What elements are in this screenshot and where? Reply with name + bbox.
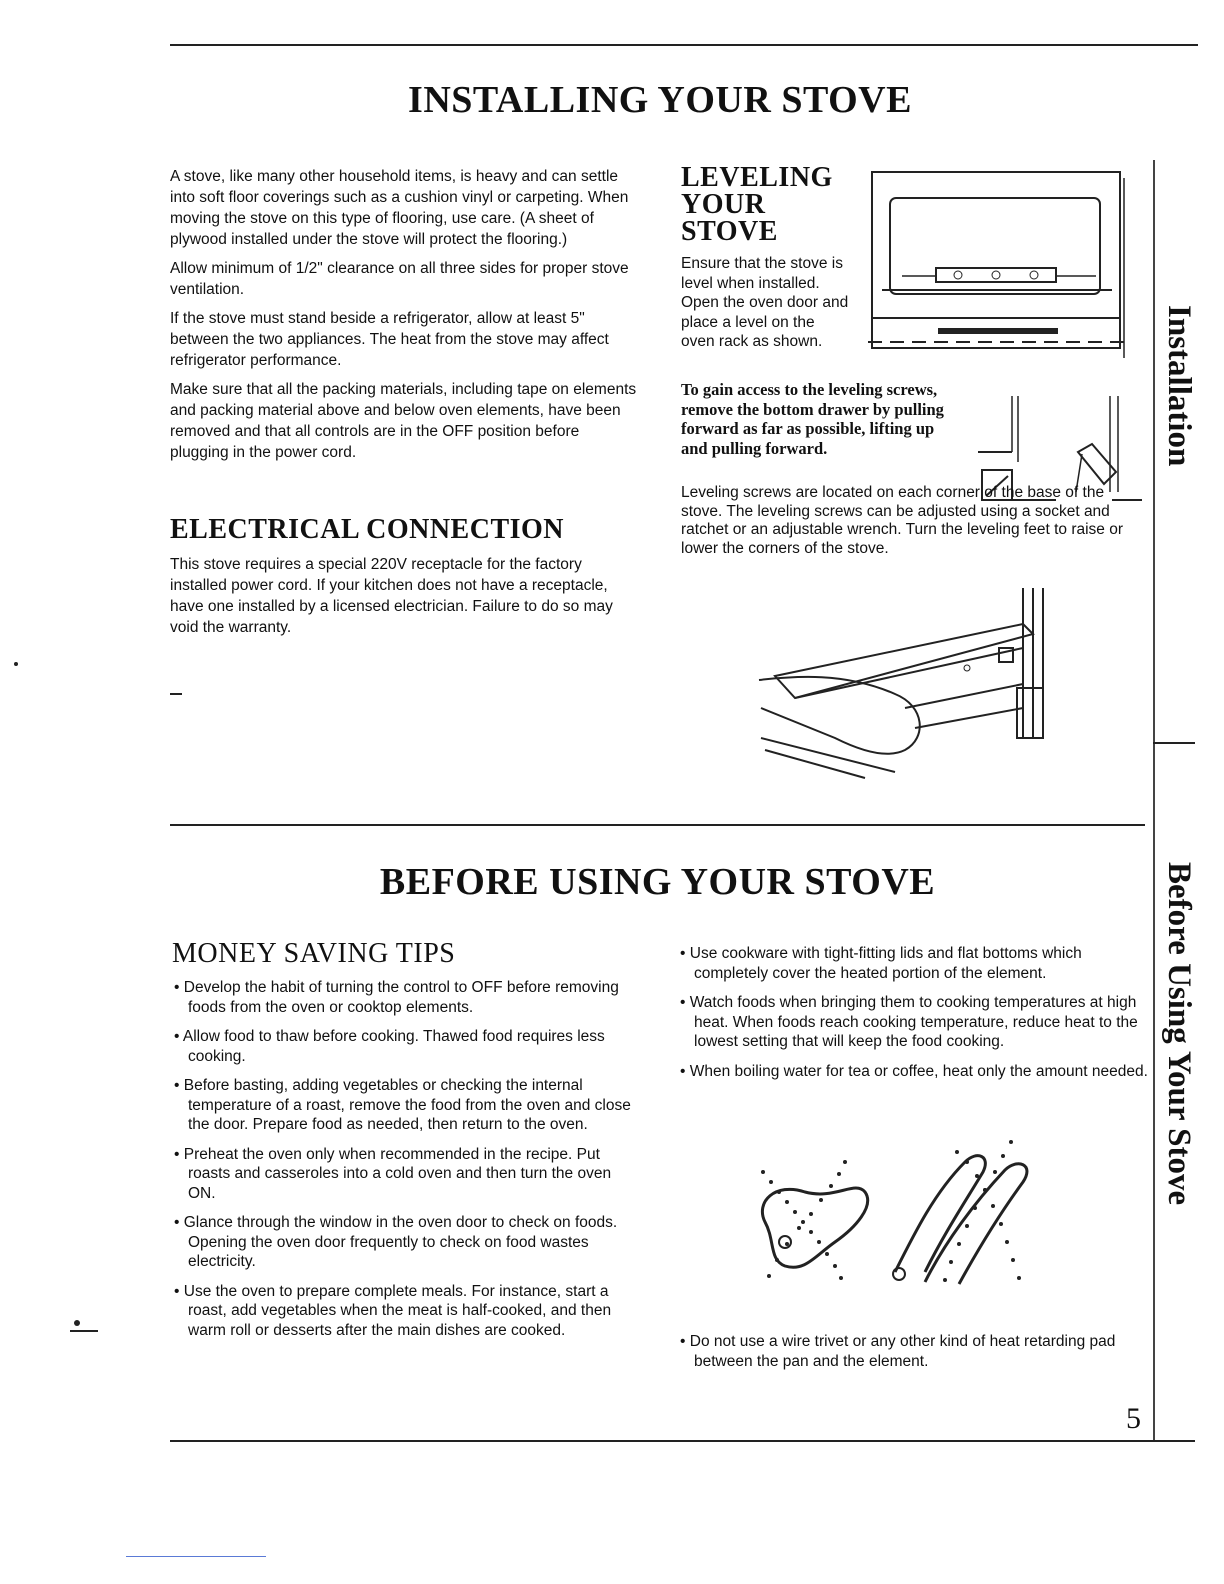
installing-body <box>170 166 640 471</box>
installing-paragraph: Allow minimum of 1/2" clearance on all three sides for proper stove ventilation. <box>170 260 629 298</box>
electrical-heading: ELECTRICAL CONNECTION <box>170 514 565 545</box>
leveling-screws-text <box>681 484 1146 558</box>
electrical-text: This stove requires a special 220V receptacle for the factory installed power cord. If your kitchen does not have a receptacle, have one installed by a licensed electrician. Failure to do so may void the warranty. <box>170 556 613 636</box>
section-title-installing: INSTALLING YOUR STOVE <box>408 79 912 121</box>
stray-dash <box>170 693 182 695</box>
leveling-heading-line: YOUR <box>681 189 766 220</box>
leveling-screws-sentence: Leveling screws are located on each corner of the base of the stove. The leveling screws can be adjusted using a socket and ratchet or an adjustable wrench. Turn the leveling feet to raise or lower the corners of the stove. <box>681 484 1123 557</box>
tip-item: • Watch foods when bringing them to cooking temperatures at high heat. When foods reach cooking temperature, reduce heat to the lowest setting that will keep the food cooking. <box>680 994 1138 1050</box>
tip-item: • When boiling water for tea or coffee, heat only the amount needed. <box>680 1062 1148 1080</box>
trivet-crossed-out-illustration <box>745 1132 1045 1302</box>
tab-installation[interactable]: Installation <box>1161 305 1197 467</box>
installing-paragraph: A stove, like many other household items, is heavy and can settle into soft floor coverings such as a cushion vinyl or carpeting. When moving the stove on this type of flooring, use care. (A sheet of plywood installed under the stove will protect the flooring.) <box>170 168 629 248</box>
trivet-tip <box>678 1332 1148 1381</box>
stray-dot <box>14 662 18 666</box>
tip-item: • Use the oven to prepare complete meals. For instance, start a roast, add vegetables when the meat is half-cooked, and then warm roll or desserts after the main dishes are cooked. <box>174 1282 612 1339</box>
leveling-heading-line: STOVE <box>681 216 778 247</box>
tip-item: • Allow food to thaw before cooking. Thawed food requires less cooking. <box>174 1028 605 1065</box>
leveling-intro: Ensure that the stove is level when installed. Open the oven door and place a level on the oven rack as shown. <box>681 255 849 350</box>
tab-divider-line <box>1153 160 1155 1440</box>
tab-before-using-your-stove[interactable]: Before Using Your Stove <box>1161 862 1197 1206</box>
leveling-bold-note: To gain access to the leveling screws, remove the bottom drawer by pulling forward as far as possible, lifting up and pulling forward. <box>681 380 944 458</box>
tips-left-list <box>172 978 642 1350</box>
section-title-before-using: BEFORE USING YOUR STOVE <box>379 861 936 903</box>
oven-level-illustration <box>862 168 1132 368</box>
tip-item: • Before basting, adding vegetables or checking the internal temperature of a roast, remove the food from the oven and close the door. Prepare food as needed, then return to the oven. <box>174 1077 631 1133</box>
tip-item: • Preheat the oven only when recommended in the recipe. Put roasts and casseroles into a cold oven and then turn the oven ON. <box>174 1145 612 1202</box>
middle-rule <box>170 824 1145 826</box>
installing-paragraph: Make sure that all the packing materials, including tape on elements and packing material above and below oven elements, have been removed and that all controls are in the OFF position before plugging in the power cord. <box>170 381 637 461</box>
leveling-heading-line: LEVELING <box>681 162 833 193</box>
tips-right-list <box>678 944 1148 1091</box>
money-saving-tips-heading: MONEY SAVING TIPS <box>172 938 456 969</box>
leveling-heading <box>681 164 833 245</box>
drawer-removal-illustration <box>755 588 1095 788</box>
tab-separator <box>1153 742 1195 744</box>
bottom-underline <box>126 1556 266 1557</box>
tip-item: • Use cookware with tight-fitting lids and flat bottoms which completely cover the heated portion of the element. <box>680 945 1082 982</box>
tip-item: • Do not use a wire trivet or any other kind of heat retarding pad between the pan and the element. <box>680 1333 1116 1370</box>
stray-mark <box>74 1320 80 1326</box>
stray-mark <box>70 1330 98 1332</box>
bottom-rule <box>170 1440 1195 1442</box>
page-number: 5 <box>1126 1402 1141 1435</box>
tip-item: • Develop the habit of turning the control to OFF before removing foods from the oven or cooktop elements. <box>174 979 619 1016</box>
installing-paragraph: If the stove must stand beside a refrigerator, allow at least 5" between the two appliances. The heat from the stove may affect refrigerator performance. <box>170 310 609 369</box>
tip-item: • Glance through the window in the oven door to check on foods. Opening the oven door frequently to check on food wastes electricity. <box>174 1214 618 1270</box>
top-rule <box>170 44 1198 46</box>
